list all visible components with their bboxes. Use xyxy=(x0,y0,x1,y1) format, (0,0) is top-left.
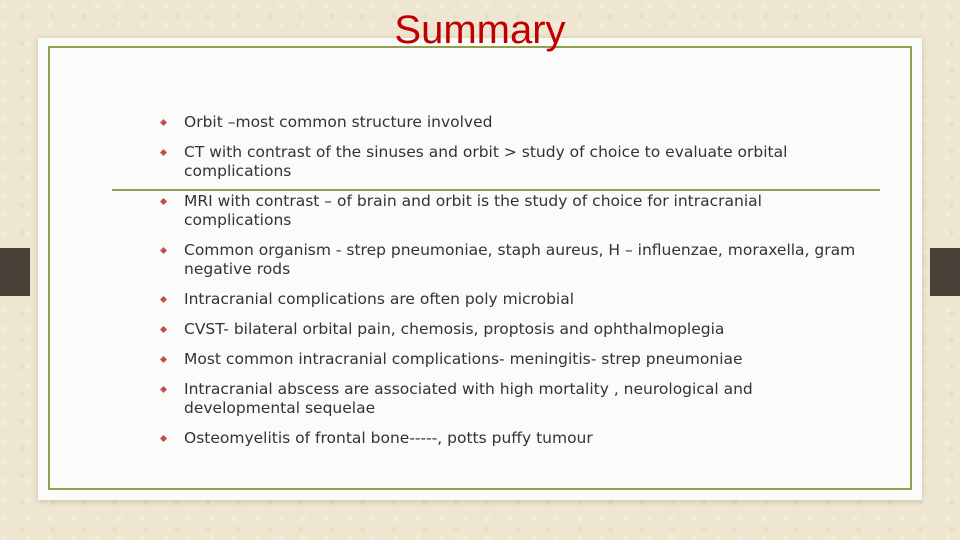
bullet-item xyxy=(160,241,860,279)
diamond-icon xyxy=(160,149,167,156)
bullet-text: Osteomyelitis of frontal bone-----, potts puffy tumour xyxy=(184,429,593,447)
bullet-text: MRI with contrast – of brain and orbit is the study of choice for intracranial complications xyxy=(184,192,762,229)
slide-title: Summary xyxy=(394,8,566,52)
bullet-item xyxy=(160,380,860,418)
diamond-icon xyxy=(160,326,167,333)
bullet-text: Orbit –most common structure involved xyxy=(184,113,493,131)
bullet-item xyxy=(160,429,860,448)
bullet-list xyxy=(160,113,860,459)
diamond-icon xyxy=(160,119,167,126)
side-tab-left xyxy=(0,248,30,296)
bullet-item xyxy=(160,143,860,181)
diamond-icon xyxy=(160,386,167,393)
diamond-icon xyxy=(160,296,167,303)
bullet-text: Intracranial complications are often poly microbial xyxy=(184,290,575,308)
bullet-text: Most common intracranial complications- meningitis- strep pneumoniae xyxy=(184,350,743,368)
bullet-text: CT with contrast of the sinuses and orbit > study of choice to evaluate orbital complications xyxy=(184,143,788,180)
bullet-item xyxy=(160,290,860,309)
diamond-icon xyxy=(160,247,167,254)
bullet-item xyxy=(160,320,860,339)
bullet-text: Intracranial abscess are associated with high mortality , neurological and developmental sequelae xyxy=(184,380,753,417)
bullet-text: Common organism - strep pneumoniae, staph aureus, H – influenzae, moraxella, gram negative rods xyxy=(184,241,856,278)
bullet-item xyxy=(160,113,860,132)
side-tab-right xyxy=(930,248,960,296)
bullet-text: CVST- bilateral orbital pain, chemosis, proptosis and ophthalmoplegia xyxy=(184,320,725,338)
bullet-item xyxy=(160,350,860,369)
bullet-item xyxy=(160,192,860,230)
diamond-icon xyxy=(160,198,167,205)
diamond-icon xyxy=(160,435,167,442)
diamond-icon xyxy=(160,356,167,363)
